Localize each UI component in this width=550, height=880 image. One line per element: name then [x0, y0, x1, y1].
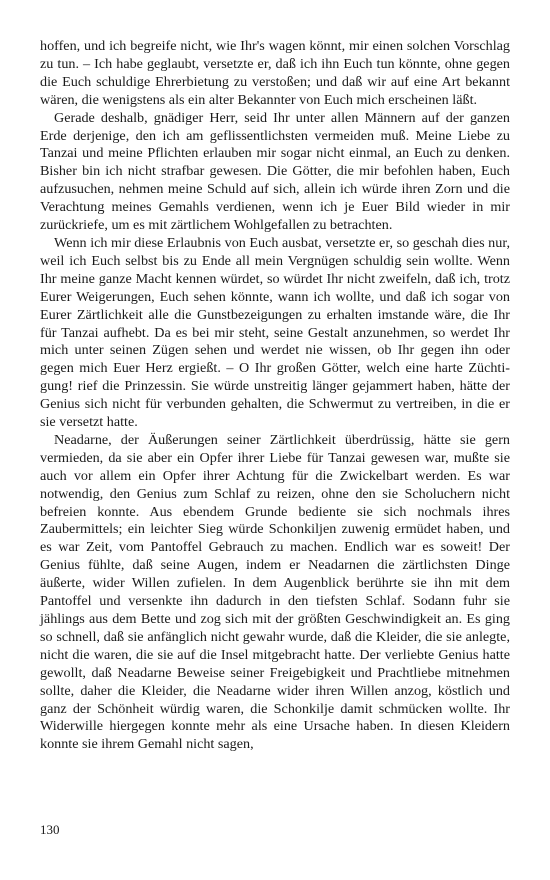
paragraph-3: Wenn ich mir diese Erlaubnis von Euch ausbat, versetzte er, so geschah dies nur, weil ich Euch selbst bis zu Ende all mein Vergnügen schuldig sein wollte. Wenn Ihr meine ganze Macht kennen würdet, so würdet Ihr nicht zweifeln, daß ich, trotz Eurer Weigerungen, Euch sehen könnte, wann ich wollte, und daß ich sogar von Eurer Zärtlichkeit alle die Gunstbezeigungen zu erhalten imstande wäre, die Ihr für Tanzai aufhebt. Da es bei mir steht, seine Gestalt anzunehmen, so werdet Ihr mich unter seinen Zügen sehen und werdet nie wissen, ob Ihr gegen ihn oder gegen mich Euer Herz ergießt. – O Ihr großen Götter, welch eine harte Züchtigung! rief die Prinzessin. Sie würde unstreitig länger gejammert haben, hätte der Genius sich nicht für verbunden gehalten, die Schwermut zu vertreiben, in die er sie versetzt hatte. — [40, 234, 510, 431]
page-number: 130 — [40, 822, 60, 837]
page-body — [40, 38, 510, 754]
paragraph-1: hoffen, und ich begreife nicht, wie Ihr's wagen könnt, mir einen solchen Vorschlag zu tun. – Ich habe geglaubt, versetzte er, daß ich ihn Euch tun könnte, ohne gegen die Euch schuldige Ehrerbietung zu verstoßen; und daß wir auf eine Art bekannt wären, die wenigstens als ein alter Bekannter von Euch mich erscheinen läßt. — [40, 38, 510, 108]
paragraph-2: Gerade deshalb, gnädiger Herr, seid Ihr unter allen Männern auf der ganzen Erde derjenige, den ich am geflissentlichsten vermeiden muß. Meine Liebe zu Tanzai und meine Pflichten erlauben mir sogar nicht einmal, an Euch zu denken. Bisher bin ich nicht strafbar gewesen. Die Götter, die mir befohlen haben, Euch aufzusuchen, nehmen meine Schuld auf sich, allein ich würde ihren Zorn und die Verachtung meines Gemahls verdienen, wenn ich je Euer Bild wieder in mir zurückriefe, um es mit zärtlichem Wohlgefallen zu betrachten. — [40, 109, 510, 234]
paragraph-4: Neadarne, der Äußerungen seiner Zärtlichkeit überdrüssig, hätte sie gern vermieden, da sie aber ein Opfer ihrer Liebe für Tanzai gewesen war, mußte sie auch vor allem ein Opfer ihrer Achtung für die Zwickelbart werden. Es war notwendig, den Genius zum Schlaf zu reizen, ohne den sie Scholuchern nicht befreien konnte. Aus ebendem Grunde bediente sie sich nochmals ihres Zaubermittels; ein leichter Sieg würde Schonkiljen zuwenig ermüdet haben, und es war Zeit, vom Pantoffel Gebrauch zu machen. Endlich war es soweit! Der Genius fühlte, daß seine Augen, indem er Neadarnen die zärtlichsten Dinge äußerte, wider Willen zufielen. In dem Augenblick berührte sie ihn mit dem Pantoffel und versenkte ihn dadurch in den tiefsten Schlaf. Sodann fuhr sie jählings aus dem Bette und zog sich mit der größten Geschwindigkeit an. Es ging so schnell, daß sie anfänglich nicht gewahr wurde, daß die Kleider, die sie anlegte, nicht die waren, die sie auf die Insel mitgebracht hatte. Der verliebte Genius hatte gewollt, daß Neadarne Beweise seiner Freigebigkeit und Prachtliebe mitnehmen sollte, daher die Kleider, die Neadarne wider ihren Willen anzog, köstlich und ganz der Schönheit würdig waren, die Schonkilje damit schmücken wollte. Ihr Widerwille hiergegen konnte mehr als eine Ursache haben. In diesen Kleidern konnte sie ihrem Gemahl nicht sagen, — [40, 431, 510, 753]
